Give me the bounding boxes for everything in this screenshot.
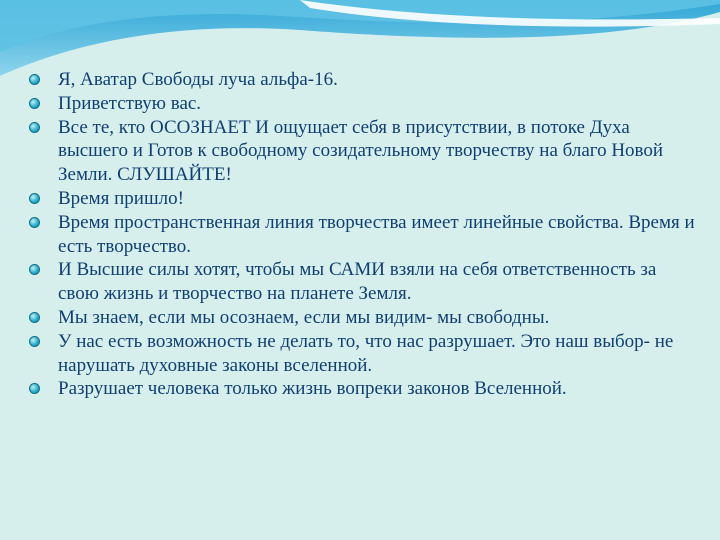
bullet-text: Приветствую вас. — [58, 92, 202, 114]
bullet-item — [29, 330, 699, 378]
bullet-list — [29, 68, 699, 401]
bullet-text: Я, Аватар Свободы луча альфа-16. — [58, 69, 338, 90]
bullet-text: Время пришло! — [58, 187, 184, 209]
bullet-item — [29, 68, 699, 92]
bullet-item — [29, 187, 699, 211]
bullet-item — [29, 116, 699, 187]
bullet-dot-icon — [29, 122, 40, 133]
bullet-item — [29, 306, 699, 330]
bullet-item — [29, 211, 699, 259]
bullet-item — [29, 258, 699, 306]
bullet-dot-icon — [29, 98, 40, 109]
bullet-text: Все те, кто ОСОЗНАЕТ И ощущает себя в присутствии, в потоке Духа высшего и Готов к свободному созидательному творчеству на благо Новой Земли. СЛУШАЙТЕ! — [58, 116, 664, 186]
bullet-dot-icon — [29, 336, 40, 347]
bullet-dot-icon — [29, 193, 40, 204]
bullet-text: Разрушает человека только жизнь вопреки законов Вселенной. — [58, 378, 567, 400]
bullet-item — [29, 377, 699, 401]
bullet-text: И Высшие силы хотят, чтобы мы САМИ взяли на себя ответственность за свою жизнь и творчество на планете Земля. — [58, 259, 657, 305]
bullet-text: Время пространственная линия творчества имеет линейные свойства. Время и есть творчество. — [58, 211, 695, 257]
bullet-dot-icon — [29, 74, 40, 85]
bullet-dot-icon — [29, 383, 40, 394]
bullet-dot-icon — [29, 264, 40, 275]
bullet-text: Мы знаем, если мы осознаем, если мы видим- мы свободны. — [58, 306, 550, 328]
bullet-text: У нас есть возможность не делать то, что нас разрушает. Это наш выбор- не нарушать духовные законы вселенной. — [58, 330, 674, 376]
bullet-dot-icon — [29, 217, 40, 228]
bullet-item — [29, 92, 699, 116]
bullet-dot-icon — [29, 312, 40, 323]
